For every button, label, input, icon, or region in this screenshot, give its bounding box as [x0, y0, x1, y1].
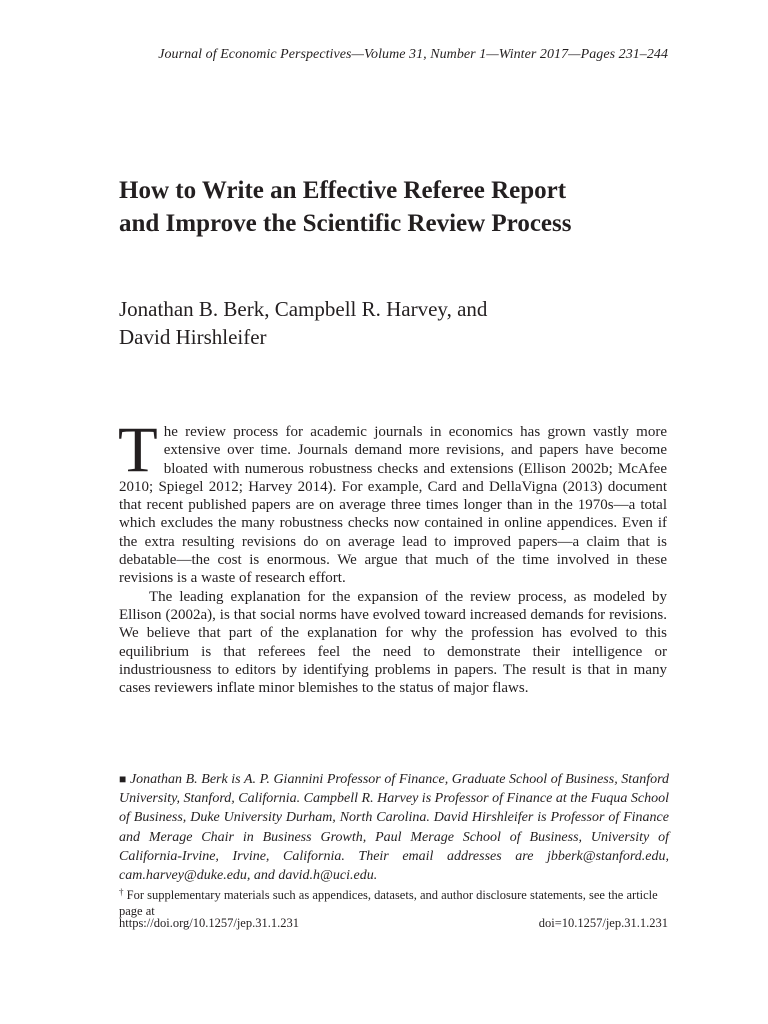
- running-head: Journal of Economic Perspectives—Volume 31, Number 1—Winter 2017—Pages 231–244: [158, 47, 668, 62]
- supplementary-note: [119, 885, 669, 919]
- author-list: [119, 295, 679, 351]
- article-title-line-2: and Improve the Scientific Review Process: [119, 210, 572, 237]
- author-affiliation-text: Jonathan B. Berk is A. P. Giannini Professor of Finance, Graduate School of Business, Stanford University, Stanford, California. Campbell R. Harvey is Professor of Finance at the Fuqua School of Business, Duke University Durham, North Carolina. David Hirshleifer is Professor of Finance and Merage Chair in Business Growth, Paul Merage School of Business, University of California-Irvine, Irvine, California. Their email addresses are jbberk@stanford.edu, cam.harvey@duke.edu, and david.h@uci.edu.: [119, 772, 670, 884]
- paragraph-1: [118, 414, 667, 588]
- doi-label: doi=10.1257/jep.31.1.231: [538, 916, 668, 930]
- body-text: [118, 414, 667, 697]
- dagger-marker: †: [119, 887, 124, 897]
- paragraph-2: The leading explanation for the expansion of the review process, as modeled by Ellison (2002a), is that social norms have evolved toward increased demands for revisions. We believe that part of the explanation for why the profession has evolved to this equilibrium is that referees feel the need to demonstrate their intelligence or industriousness to editors by identifying problems in papers. The result is that in many cases reviewers inflate minor blemishes to the status of major flaws.: [119, 588, 667, 697]
- article-links-row: [119, 916, 668, 932]
- author-list-line-1: Jonathan B. Berk, Campbell R. Harvey, and: [119, 297, 488, 321]
- article-url-link[interactable]: https://doi.org/10.1257/jep.31.1.231: [119, 916, 299, 930]
- author-list-line-2: David Hirshleifer: [119, 325, 267, 349]
- drop-cap: T: [118, 414, 158, 486]
- author-affiliation-footnote: [119, 770, 669, 885]
- footnote-marker-square-icon: ■: [119, 772, 127, 786]
- supplementary-text: For supplementary materials such as appendices, datasets, and author disclosure statements, see the article page at: [119, 888, 658, 918]
- article-title: [119, 174, 719, 240]
- article-title-line-1: How to Write an Effective Referee Report: [119, 177, 567, 204]
- paragraph-1-text: he review process for academic journals in economics has grown vastly more extensive over time. Journals demand more revisions, and papers have become bloated with numerous robustness checks and extensions (Ellison 2002b; McAfee 2010; Spiegel 2012; Harvey 2014). For example, Card and DellaVigna (2013) document that recent published papers are on average three times longer than in the 1970s—a total which excludes the many robustness checks now contained in online appendices. Even if the extra resulting revisions do on average lead to improved papers—a claim that is debatable—the cost is enormous. We argue that much of the time involved in these revisions is a waste of research effort.: [119, 424, 667, 587]
